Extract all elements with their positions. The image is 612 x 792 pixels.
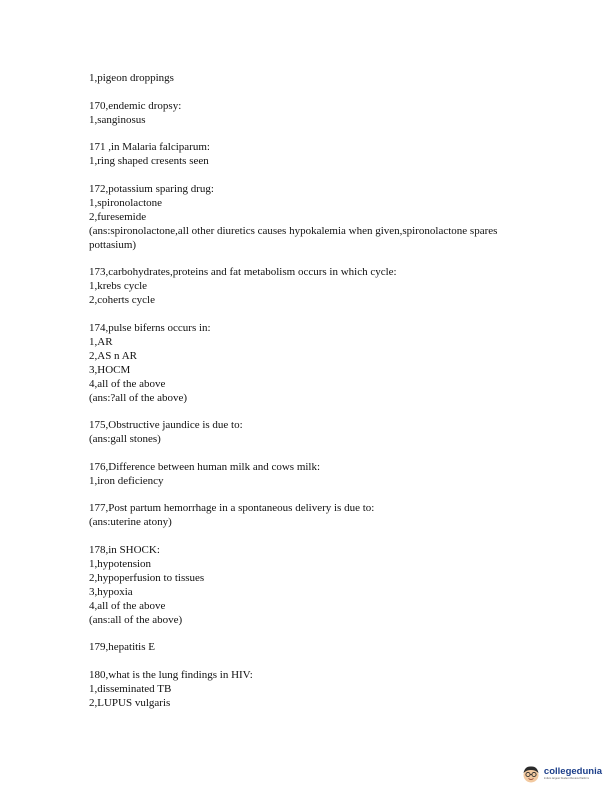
answer-line: (ans:uterine atony)	[89, 516, 172, 528]
option-line: 4,all of the above	[89, 377, 166, 390]
question-block	[89, 543, 529, 627]
question-block	[89, 668, 529, 710]
option-line: 1,disseminated TB	[89, 682, 172, 695]
answer-line: (ans:all of the above)	[89, 613, 183, 626]
question-line: 179,hepatitis E	[89, 641, 155, 653]
option-line: 1,AR	[89, 335, 113, 348]
question-line: 180,what is the lung findings in HIV:	[89, 668, 253, 681]
logo-wordmark: collegedunia	[543, 766, 602, 777]
option-line: 1,ring shaped cresents seen	[89, 155, 209, 167]
question-block	[89, 501, 529, 529]
option-line: 2,AS n AR	[89, 349, 137, 362]
question-line: 170,endemic dropsy:	[89, 99, 182, 112]
option-line: 2,LUPUS vulgaris	[89, 696, 171, 709]
question-line: 172,potassium sparing drug:	[89, 182, 214, 195]
answer-line: (ans:gall stones)	[89, 433, 161, 445]
question-line: 174,pulse biferns occurs in:	[89, 321, 211, 334]
option-line: 4,all of the above	[89, 599, 166, 612]
option-line: 2,coherts cycle	[89, 294, 155, 306]
logo-tagline: India's largest Student Review Platform	[543, 777, 590, 780]
option-line: 1,hypotension	[89, 557, 152, 570]
question-line: 176,Difference between human milk and cows milk:	[89, 460, 321, 473]
collegedunia-logo	[521, 764, 602, 784]
question-line: 171 ,in Malaria falciparum:	[89, 141, 210, 153]
text-line: 1,pigeon droppings	[89, 72, 174, 84]
question-line: 178,in SHOCK:	[89, 543, 160, 556]
question-block	[89, 265, 529, 307]
question-block	[89, 99, 529, 127]
option-line: 3,HOCM	[89, 363, 131, 376]
question-block	[89, 418, 529, 446]
option-line: 1,krebs cycle	[89, 280, 148, 292]
question-block	[89, 321, 529, 405]
document-body	[89, 71, 529, 723]
answer-line: (ans:?all of the above)	[89, 391, 188, 404]
option-line: 3,hypoxia	[89, 585, 133, 598]
question-block	[89, 640, 529, 654]
option-line: 1,iron deficiency	[89, 474, 164, 487]
question-line: 175,Obstructive jaundice is due to:	[89, 419, 243, 431]
question-block	[89, 71, 529, 85]
option-line: 1,sanginosus	[89, 113, 146, 126]
option-line: 1,spironolactone	[89, 196, 163, 209]
question-line: 173,carbohydrates,proteins and fat metabolism occurs in which cycle:	[89, 266, 397, 278]
option-line: 2,furesemide	[89, 210, 147, 223]
question-block	[89, 140, 529, 168]
question-block	[89, 182, 529, 252]
question-block	[89, 460, 529, 488]
logo-text	[544, 767, 602, 781]
mascot-face-icon	[521, 764, 541, 784]
question-line: 177,Post partum hemorrhage in a spontaneous delivery is due to:	[89, 502, 375, 514]
answer-line: (ans:spironolactone,all other diuretics causes hypokalemia when given,spironolactone spares pottasium)	[89, 224, 498, 251]
option-line: 2,hypoperfusion to tissues	[89, 571, 205, 584]
